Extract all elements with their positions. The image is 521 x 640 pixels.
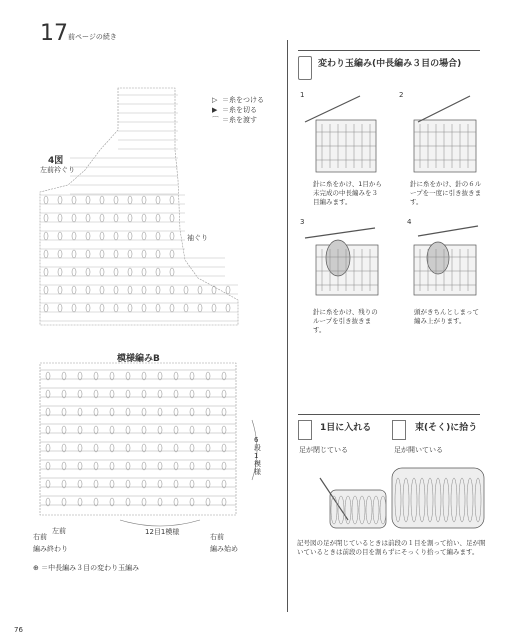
legend-item: ⌒ ＝糸を渡す [212, 116, 257, 124]
start-label: 編み始め [210, 545, 238, 553]
armhole-label: 袖ぐり [187, 234, 208, 242]
section-subtitle: 足が閉じている [299, 446, 348, 454]
finish-label: 編み終わり [33, 545, 68, 553]
repeat-row-label: 6段1模様 [254, 436, 261, 476]
cut-yarn-icon: ▶ [212, 106, 218, 114]
size-label: 4図 [48, 156, 64, 166]
step-caption: 針に糸をかけ、残りのループを引き抜きます。 [313, 308, 378, 334]
step-caption: 針に糸をかけ、1目から未完成の中長編みを３目編みます。 [313, 180, 382, 206]
bottom-note: 記号図の足が閉じているときは前段の１目を割って拾い、足が開いているときは前段の目を割らずにそっくり拾って編みます。 [297, 539, 486, 556]
bobble-symbol-icon: ⊕ [33, 564, 39, 572]
step-caption: 針に糸をかけ、針の６ループを一度に引き抜きます。 [410, 180, 482, 206]
chart-b-title: 模様編みB [117, 354, 160, 364]
left-front-label: 左前 [52, 527, 66, 535]
step-number: 2 [399, 91, 404, 99]
step-number: 1 [300, 91, 305, 99]
neck-label: 左前衿ぐり [40, 166, 75, 174]
pass-yarn-icon: ⌒ [212, 116, 219, 124]
step-number: 3 [300, 218, 305, 226]
section-title: 束(そく)に拾う [415, 423, 478, 433]
right-front-label-2: 右前 [210, 533, 224, 541]
section-title: 変わり玉編み(中長編み３目の場合) [318, 59, 462, 69]
right-front-label: 右前 [33, 533, 47, 541]
step-number: 4 [407, 218, 412, 226]
section-title: 1目に入れる [320, 423, 372, 433]
legend-item: ▶ ＝糸を切る [212, 106, 257, 114]
section-subtitle: 足が開いている [394, 446, 443, 454]
page-subtitle: 前ページの続き [68, 33, 117, 41]
legend-item: ▷ ＝糸をつける [212, 96, 264, 104]
footnote: ⊕ ＝中長編み３目の変わり玉編み [33, 564, 140, 572]
page-number: 76 [14, 626, 23, 634]
page-section-number: 17 [40, 21, 68, 46]
repeat-stitch-label: 12目1模様 [145, 528, 180, 536]
attach-yarn-icon: ▷ [212, 96, 218, 104]
step-caption: 頭がきちんとしまって編み上がります。 [414, 308, 479, 325]
